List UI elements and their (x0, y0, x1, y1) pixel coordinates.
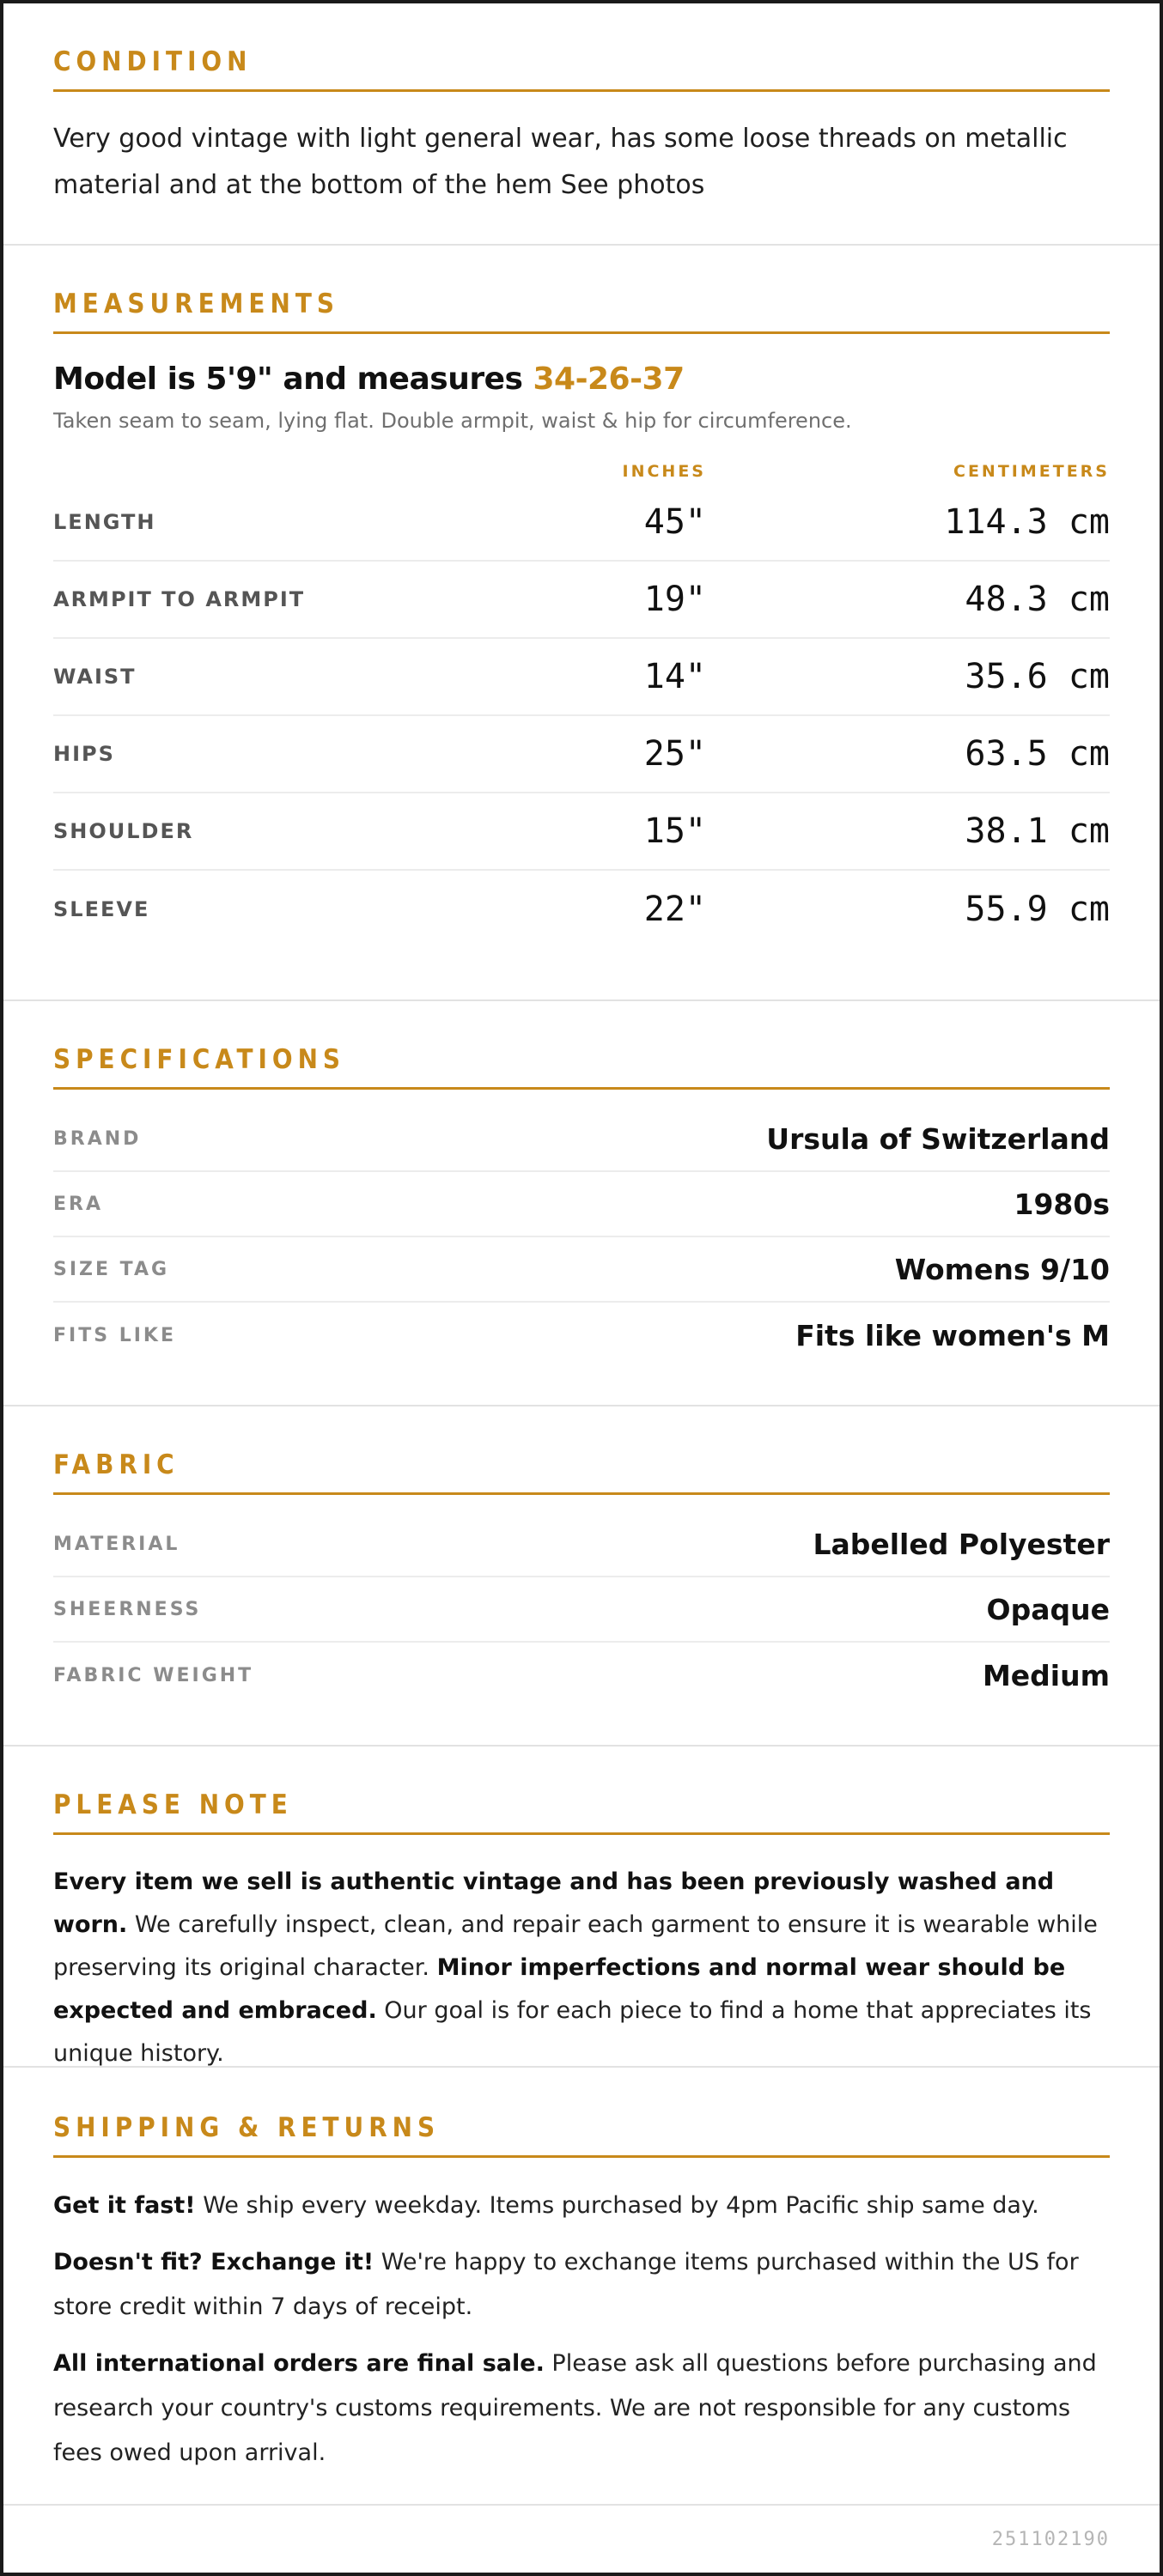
shipping-paragraph-fast (53, 2184, 1110, 2228)
fabric-key: FABRIC WEIGHT (53, 1664, 254, 1686)
condition-text: Very good vintage with light general wear, has some loose threads on metallic material and at the bottom of the hem See photos (53, 124, 1068, 200)
spec-value: 1980s (1014, 1187, 1110, 1221)
list-item (53, 1512, 1110, 1577)
model-measures: 34-26-37 (533, 361, 685, 397)
shipping-text-1: We ship every weekday. Items purchased by 4pm Pacific ship same day. (195, 2192, 1039, 2219)
model-measurements-line (53, 361, 1110, 397)
specifications-list (53, 1107, 1110, 1368)
table-row (53, 484, 1110, 562)
list-item (53, 1577, 1110, 1643)
spec-key: ERA (53, 1193, 103, 1215)
measurement-instructions: Taken seam to seam, lying flat. Double armpit, waist & hip for circumference. (53, 409, 852, 433)
measurement-inches: 25" (643, 734, 706, 774)
measurements-table-header (53, 459, 1110, 484)
spec-value: Ursula of Switzerland (766, 1121, 1110, 1156)
shipping-heading: SHIPPING & RETURNS (53, 2112, 1110, 2158)
list-item (53, 1303, 1110, 1368)
table-row (53, 562, 1110, 639)
shipping-bold-2: Doesn't fit? Exchange it! (53, 2249, 374, 2275)
shipping-returns-section (3, 2068, 1160, 2506)
fabric-heading: FABRIC (53, 1449, 1110, 1495)
measurement-inches: 14" (643, 657, 706, 696)
shipping-text-3: Please ask all questions before purchasing and research your country's customs requirements. We are not responsible for any customs fees owed upon arrival. (53, 2350, 1097, 2466)
shipping-paragraph-international (53, 2342, 1110, 2476)
measurements-heading: MEASUREMENTS (53, 289, 1110, 334)
fabric-section (3, 1406, 1160, 1747)
please-note-section (3, 1747, 1160, 2068)
shipping-bold-3: All international orders are final sale. (53, 2350, 545, 2377)
shipping-paragraph-exchange (53, 2240, 1110, 2330)
please-note-heading: PLEASE NOTE (53, 1789, 1110, 1835)
measurement-inches: 45" (643, 502, 706, 542)
spec-key: FITS LIKE (53, 1324, 177, 1346)
spec-key: SIZE TAG (53, 1258, 170, 1280)
measurement-label: LENGTH (53, 510, 156, 534)
fabric-list (53, 1512, 1110, 1708)
note-bold-2: Minor imperfections and normal wear should be expected and embraced. (53, 1954, 1066, 2024)
table-row (53, 793, 1110, 871)
measurements-section (3, 246, 1160, 1001)
list-item (53, 1172, 1110, 1237)
inches-column-header: INCHES (622, 462, 706, 481)
model-prefix: Model is 5'9" and measures (53, 361, 533, 397)
measurement-cm: 48.3 cm (965, 580, 1110, 619)
note-text-1: We carefully inspect, clean, and repair each garment to ensure it is wearable while preserving its original character. (53, 1911, 1098, 1981)
measurements-table (53, 459, 1110, 948)
spec-value: Fits like women's M (795, 1318, 1110, 1352)
measurement-cm: 35.6 cm (965, 657, 1110, 696)
measurement-label: SLEEVE (53, 897, 150, 921)
measurement-cm: 63.5 cm (965, 734, 1110, 774)
measurement-inches: 22" (643, 890, 706, 929)
table-row (53, 871, 1110, 948)
note-text-2: Our goal is for each piece to find a home that appreciates its unique history. (53, 1997, 1092, 2067)
fabric-value: Labelled Polyester (813, 1527, 1110, 1561)
measurement-label: ARMPIT TO ARMPIT (53, 587, 306, 611)
shipping-bold-1: Get it fast! (53, 2192, 196, 2219)
specifications-heading: SPECIFICATIONS (53, 1044, 1110, 1090)
fabric-value: Medium (982, 1658, 1110, 1692)
table-row (53, 639, 1110, 716)
measurement-label: WAIST (53, 665, 137, 689)
specifications-section (3, 1001, 1160, 1406)
condition-section (3, 3, 1160, 246)
fabric-key: SHEERNESS (53, 1598, 202, 1620)
fabric-key: MATERIAL (53, 1533, 180, 1555)
measurement-inches: 19" (643, 580, 706, 619)
centimeters-column-header: CENTIMETERS (953, 462, 1110, 481)
list-item (53, 1237, 1110, 1303)
measurement-label: HIPS (53, 742, 115, 766)
please-note-text (53, 1861, 1110, 2075)
note-bold-1: Every item we sell is authentic vintage and has been previously washed and worn. (53, 1868, 1055, 1938)
table-row (53, 716, 1110, 793)
measurement-cm: 55.9 cm (965, 890, 1110, 929)
condition-heading: CONDITION (53, 46, 1110, 92)
spec-value: Womens 9/10 (894, 1252, 1110, 1286)
list-item (53, 1107, 1110, 1172)
measurement-cm: 38.1 cm (965, 811, 1110, 851)
shipping-text-2: We're happy to exchange items purchased within the US for store credit within 7 days of receipt. (53, 2249, 1079, 2320)
footer (3, 2506, 1160, 2573)
measurement-label: SHOULDER (53, 819, 194, 843)
spec-key: BRAND (53, 1127, 142, 1150)
list-item (53, 1643, 1110, 1708)
fabric-value: Opaque (986, 1592, 1110, 1626)
sku-number: 251102190 (991, 2528, 1110, 2550)
measurement-cm: 114.3 cm (944, 502, 1110, 542)
measurement-inches: 15" (643, 811, 706, 851)
